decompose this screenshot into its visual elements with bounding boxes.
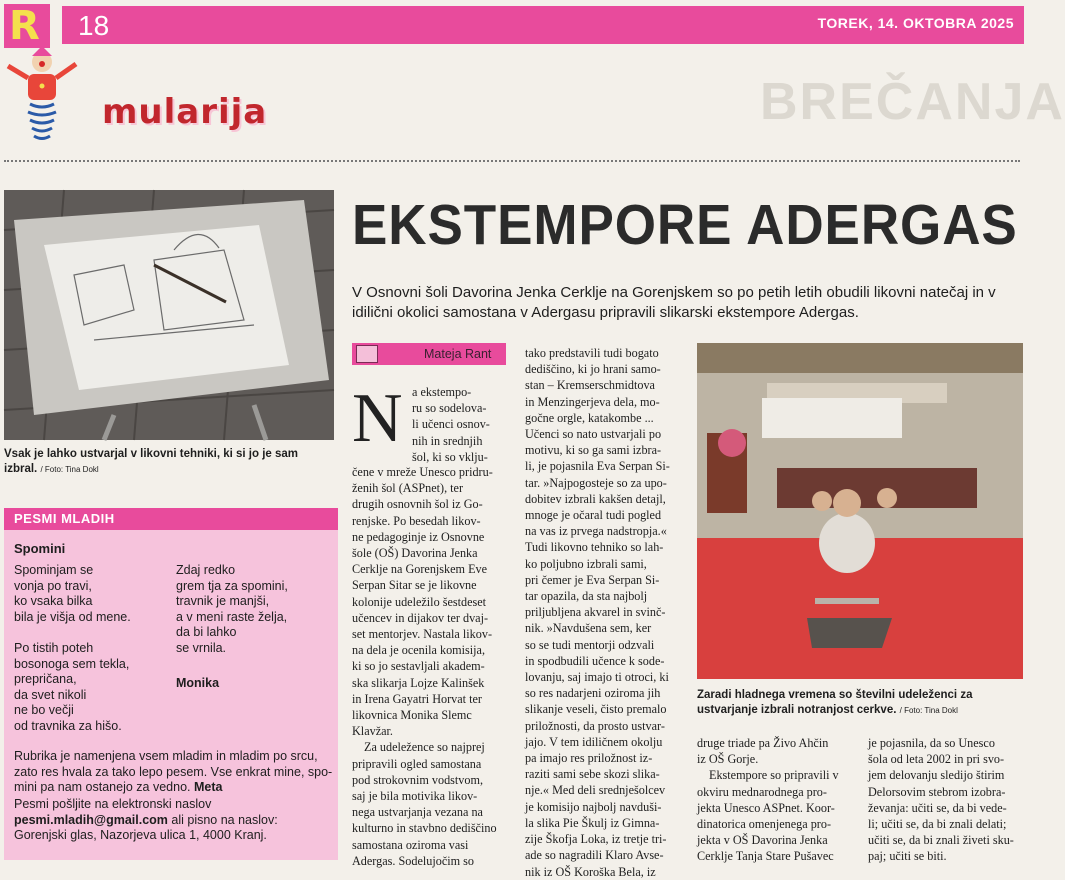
note-sign: Meta (193, 780, 223, 795)
poem-line: bila je višja od mene. (14, 609, 131, 624)
poem-line: Zdaj redko (176, 563, 236, 577)
text-line: šole (OŠ) Davorina Jenka (352, 546, 478, 561)
text-line: na dela je ocenila komisija, (352, 643, 485, 658)
text-line: Ekstempore so pripravili v (709, 768, 839, 783)
poem-title: Spomini (14, 541, 66, 556)
text-line: kulturno in stavbno dediščino (352, 821, 497, 836)
text-line: likovnica Monika Slemc (352, 708, 472, 723)
poem-line: od travnika za hišo. (14, 718, 122, 733)
text-line: nik. »Navdušena sem, ker (525, 621, 652, 636)
text-line: motivu, ki so ga sami izbra- (525, 443, 662, 458)
send-line: pesmi.mladih@gmail.com ali pisno na naslov: (14, 812, 278, 827)
text-line: čene v mreže Unesco pridru- (352, 465, 493, 479)
text-line: ru so sodelova- (412, 401, 487, 416)
text-line: priložnosti, da prosto ustvar- (525, 718, 665, 733)
logo-letter: R (9, 3, 40, 49)
text-line: dobitev izbrali kakšen detajl, (525, 491, 666, 506)
text-line: nik iz OŠ Koroška Bela, iz (525, 864, 656, 879)
text-line: kolonije udeležilo šestdeset (352, 594, 487, 609)
text-line: tako predstavili tudi bogato (525, 346, 659, 360)
left-photo (4, 190, 334, 440)
photo-credit: / Foto: Tina Dokl (899, 706, 958, 715)
text-line: Adergas. Sodelujočim so (352, 853, 474, 868)
poem-line: se vrnila. (176, 640, 227, 655)
text-line: nega ustvarjanja vezana na (352, 805, 483, 820)
article-col2 (525, 345, 685, 880)
caption-text: Zaradi hladnega vremena so številni udeleženci za ustvarjanje izbrali notranjost cerkve. (697, 689, 973, 716)
note-line: mini pa nam ostanejo za vedno. Meta (14, 780, 223, 795)
text-line: pod strokovnim vodstvom, (352, 772, 484, 787)
poem-line: Po tistih poteh (14, 640, 94, 655)
text-line: ska slikarja Lojze Kalinšek (352, 675, 485, 690)
poem-line: da bi lahko (176, 625, 237, 640)
text-line: Tudi likovno tehniko so lah- (525, 540, 664, 555)
photo-credit: / Foto: Tina Dokl (40, 465, 99, 474)
text-line: ki so jo sestavljali akadem- (352, 659, 485, 674)
poem-line: ne bo večji (14, 703, 74, 718)
submission-info (14, 797, 334, 844)
text-line: je komisijo najbolj navduši- (525, 799, 662, 814)
text-line: tar. »Najpogosteje so za upo- (525, 475, 667, 490)
text-line: paj; učiti se biti. (868, 849, 947, 864)
text-line: učiti se, da bi znali živeti sku- (868, 833, 1014, 848)
right-photo-caption (697, 688, 1023, 718)
poem-line: prepričana, (14, 672, 77, 687)
right-photo (697, 343, 1023, 679)
postal-address: Gorenjski glas, Nazorjeva ulica 1, 4000 Kranj. (14, 828, 267, 843)
text-line: so res nadarjeni oziroma jih (525, 686, 661, 701)
dotted-divider (4, 160, 1020, 162)
text-line: drugih osnovnih šol iz Go- (352, 497, 483, 512)
editor-note (14, 749, 334, 796)
bleed-through-text: BREČANJA (760, 73, 1065, 131)
article-col1 (352, 464, 506, 869)
poem-line: ko vsaka bilka (14, 594, 93, 609)
text-line: ženih šol (ASPnet), ter (352, 481, 464, 496)
text-line: zije Škofja Loka, iz tretje tri- (525, 832, 667, 847)
author-icon (356, 345, 378, 363)
poem-line: da svet nikoli (14, 687, 87, 702)
text-line: ade so nagradili Klaro Avse- (525, 848, 664, 863)
text-line: Klavžar. (352, 724, 393, 739)
article-headline: EKSTEMPORE ADERGAS (352, 193, 1018, 257)
poem-author: Monika (176, 676, 220, 690)
article-col1-top (412, 384, 506, 465)
text-line: in Menzingerjeva dela, mo- (525, 394, 660, 409)
poem-stanza-col2 (176, 563, 288, 657)
text-line: dinatorica omenjenega pro- (697, 817, 832, 832)
article-author: Mateja Rant (424, 347, 492, 361)
text-line: slikanje veseli, čisto premalo (525, 702, 667, 717)
send-line: Pesmi pošljite na elektronski naslov (14, 797, 212, 811)
text-line: so se tudi mentorji odzvali (525, 637, 655, 652)
section-brand: mularija (102, 92, 268, 132)
text-line: la slika Pie Škulj iz Gimna- (525, 815, 660, 830)
caption-text: Vsak je lahko ustvarjal v likovni tehniki, ki si jo je sam izbral. (4, 448, 299, 475)
text-line: tar opazila, da sta najbolj (525, 589, 648, 604)
text-line: nih in srednjih (412, 433, 483, 448)
text-line: lovanju, saj imajo ti otroci, ki (525, 670, 669, 685)
text-line: a ekstempo- (412, 385, 472, 399)
text-line: Delorsovim stebrom izobra- (868, 784, 1006, 799)
text-line: set mentorjev. Nastala likov- (352, 627, 493, 642)
drop-cap: N (352, 380, 403, 457)
text-line: samostana oziroma vasi (352, 837, 469, 852)
article-col3 (697, 735, 852, 865)
poem-line: vonja po travi, (14, 578, 92, 593)
text-line: Cerklje Tanja Stare Pušavec (697, 849, 834, 864)
poem-line: bosonoga sem tekla, (14, 656, 130, 671)
text-line: na vas iz prvega nadstropja.« (525, 524, 667, 539)
article-col4 (868, 735, 1020, 865)
note-line: zato res hvala za tako lepo pesem. Vse enkrat mine, spo- (14, 764, 333, 779)
text-line: učencev in dijakov ter dvaj- (352, 610, 489, 625)
text-line: šol, ki so vklju- (412, 449, 488, 464)
text-line: jem delovanju sledijo štirim (868, 768, 1005, 783)
note-line: Rubrika je namenjena vsem mladim in mladim po srcu, (14, 749, 318, 763)
text-line: li, je pojasnila Eva Serpan Si- (525, 459, 670, 474)
text-line: gočne orgle, katakombe ... (525, 410, 654, 425)
poem-section-label: PESMI MLADIH (14, 511, 115, 526)
text-line: priljubljena akvarel in svinč- (525, 605, 666, 620)
text-line: Za udeležence so najprej (364, 740, 485, 755)
text-line: šola od leta 2002 in pri svo- (868, 752, 1005, 767)
text-line: in spodbudili učence k sode- (525, 653, 665, 668)
text-line: druge triade pa Živo Ahčin (697, 736, 829, 750)
text-line: nje.« Med deli srednješolcev (525, 783, 666, 798)
poem-line: grem tja za spomini, (176, 578, 288, 593)
text-line: raziti sami sebe skozi slika- (525, 767, 660, 782)
text-line: iz OŠ Gorje. (697, 752, 759, 767)
issue-date: TOREK, 14. OKTOBRA 2025 (817, 15, 1014, 31)
text-line: Cerklje na Gorenjskem Eve (352, 562, 488, 577)
text-line: pa imajo res priložnost iz- (525, 751, 653, 766)
text-line: stan – Kremserschmidtova (525, 378, 655, 393)
left-photo-caption (4, 447, 334, 477)
clown-mascot-icon (2, 48, 84, 156)
text-line: pri čemer je Eva Serpan Si- (525, 572, 660, 587)
text-line: dediščino, ki jo hrani samo- (525, 362, 661, 377)
text-line: mnoge je očaral tudi pogled (525, 508, 662, 523)
text-line: in Irena Gayatri Horvat ter (352, 691, 482, 706)
text-line: jekta v OŠ Davorina Jenka (697, 833, 828, 848)
poem-stanza-col1 (14, 563, 131, 735)
text-line: ne pedagoginje iz Osnovne (352, 529, 485, 544)
poem-line (14, 625, 131, 641)
text-line: je pojasnila, da so Unesco (868, 736, 995, 750)
text-line: renjske. Po besedah likov- (352, 513, 481, 528)
poem-box-header (4, 508, 338, 530)
text-line: saj je bila motivika likov- (352, 789, 478, 804)
page-number: 18 (78, 10, 110, 41)
text-line: jekta Unesco ASPnet. Koor- (697, 800, 835, 815)
text-line: pripravili ogled samostana (352, 756, 482, 771)
poem-line: a v meni raste želja, (176, 609, 288, 624)
logo-badge (4, 4, 50, 48)
text-line: Serpan Sitar se je likovne (352, 578, 477, 593)
text-line: li; učiti se, da bi znali delati; (868, 817, 1007, 832)
text-line: okviru mednarodnega pro- (697, 784, 827, 799)
text-line: ževanja: učiti se, da bi vede- (868, 800, 1007, 815)
text-line: Učenci so nato ustvarjali po (525, 427, 662, 442)
article-lead: V Osnovni šoli Davorina Jenka Cerklje na Gorenjskem so po petih letih obudili likovni natečaj in v idilični okolici samostana v Adergasu pripravili slikarski ekstempore Adergas. (352, 284, 996, 321)
text-line: jajo. V tem idiličnem okolju (525, 734, 663, 749)
poem-line: Spominjam se (14, 563, 94, 577)
text-line: ko poljubno izbrali sami, (525, 556, 647, 571)
text-line: li učenci osnov- (412, 417, 490, 432)
poem-line: travnik je manjši, (176, 594, 270, 609)
email-link[interactable]: pesmi.mladih@gmail.com (14, 812, 168, 827)
